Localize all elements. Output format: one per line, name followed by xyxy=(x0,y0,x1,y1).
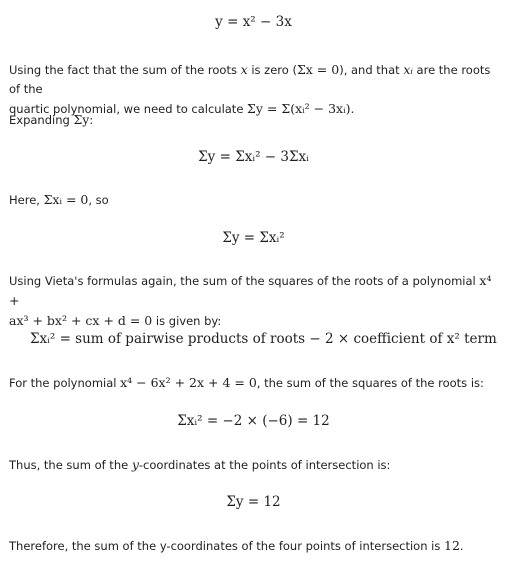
text: Here, xyxy=(9,193,44,207)
inline-math: x⁴ + xyxy=(9,273,492,308)
paragraph-here xyxy=(9,190,499,210)
inline-math: ax³ + bx² + cx + d = 0 xyxy=(9,313,153,328)
text: Expanding xyxy=(9,113,74,127)
inline-math: Σx = 0 xyxy=(296,62,340,77)
inline-math: Σy xyxy=(73,112,90,127)
inline-math: 12 xyxy=(444,538,460,553)
equation-expanded-sum: Σy = Σxᵢ² − 3Σxᵢ xyxy=(198,149,309,165)
paragraph-conclusion xyxy=(9,536,499,556)
text: . xyxy=(459,539,464,553)
text: Using the fact that the sum of the roots xyxy=(9,63,241,77)
text: : xyxy=(89,113,94,127)
text: -coordinates at the points of intersection is: xyxy=(138,458,391,472)
text: is zero ( xyxy=(247,63,297,77)
equation-result-12: Σxᵢ² = −2 × (−6) = 12 xyxy=(177,413,330,429)
equation-final-sum: Σy = 12 xyxy=(226,494,281,510)
text: ), and that xyxy=(339,63,404,77)
text: Thus, the sum of the xyxy=(9,458,132,472)
text: quartic polynomial, we need to calculate xyxy=(9,102,248,116)
equation-vieta-formula: Σxᵢ² = sum of pairwise products of roots − 2 × coefficient of x² term xyxy=(30,331,497,347)
paragraph-thus xyxy=(9,455,499,475)
inline-math: x⁴ − 6x² + 2x + 4 = 0 xyxy=(120,375,257,390)
text: is given by: xyxy=(152,314,222,328)
paragraph-expanding xyxy=(9,110,499,130)
text: are the roots of the xyxy=(9,63,491,96)
equation-y-definition: y = x² − 3x xyxy=(215,14,292,30)
paragraph-polynomial xyxy=(9,373,499,393)
text: , the sum of the squares of the roots is: xyxy=(256,376,484,390)
text: Therefore, the sum of the y-coordinates of the four points of intersection is xyxy=(9,539,445,553)
text: Using Vieta's formulas again, the sum of the squares of the roots of a polynomial xyxy=(9,274,480,288)
text: For the polynomial xyxy=(9,376,121,390)
inline-math: Σxᵢ = 0 xyxy=(43,192,89,207)
text: , so xyxy=(88,193,109,207)
inline-math: xᵢ xyxy=(403,62,413,77)
inline-math: y xyxy=(131,457,139,472)
inline-math: x xyxy=(240,62,248,77)
inline-math: Σy = Σ(xᵢ² − 3xᵢ). xyxy=(247,101,355,116)
paragraph-vieta xyxy=(9,271,499,331)
equation-sum-squares: Σy = Σxᵢ² xyxy=(222,230,285,246)
